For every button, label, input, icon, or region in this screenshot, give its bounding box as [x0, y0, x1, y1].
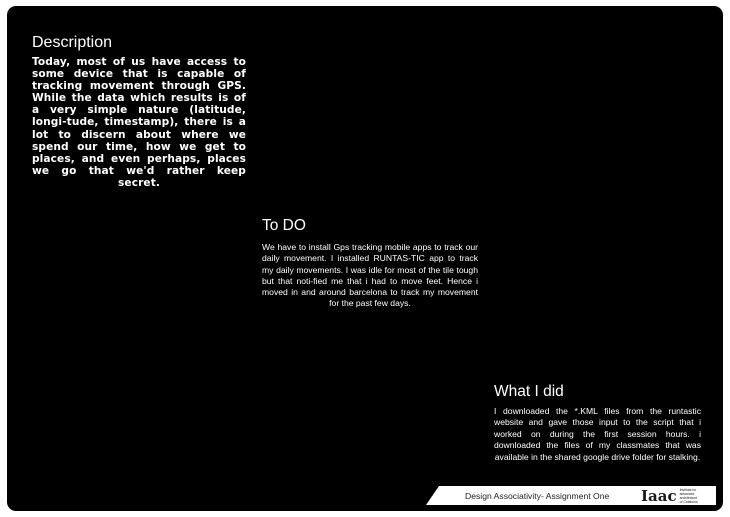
description-body: Today, most of us have access to some device that is capable of tracking movement through GPS. While the data which results is of a very simple nature (latitude, longi-tude, timestamp), there is a lot to discern about where we spend our time, how we get to places, and even perhaps, places we go that we'd rather keep secret. — [32, 56, 246, 189]
what-i-did-body: I downloaded the *.KML files from the runtastic website and gave those input to the script that i worked on during the first session hours. i downloaded the files of my classmates that was available in the shared google drive folder for stalking. — [494, 406, 701, 462]
description-heading: Description — [32, 34, 113, 51]
todo-body: We have to install Gps tracking mobile apps to track our daily movement. I installed RUNTAS-TIC app to track my daily movements. I was idle for most of the tile tough but that noti-fied me that i had to move feet. Hence i moved in and around barcelona to track my movement for the past few days. — [262, 242, 478, 309]
todo-heading: To DO — [262, 217, 306, 234]
iaac-logo — [639, 488, 698, 504]
what-i-did-heading: What I did — [494, 383, 564, 400]
description-section — [32, 34, 246, 189]
footer-assignment-title: Design Associativity- Assignment One — [465, 491, 610, 501]
poster-board — [7, 6, 723, 511]
iaac-logo-text: Institute for advanced architecture of Catalonia — [679, 488, 698, 504]
iaac-logo-mark: Iaac — [641, 486, 677, 505]
what-i-did-section — [494, 383, 701, 463]
todo-section — [262, 217, 478, 310]
